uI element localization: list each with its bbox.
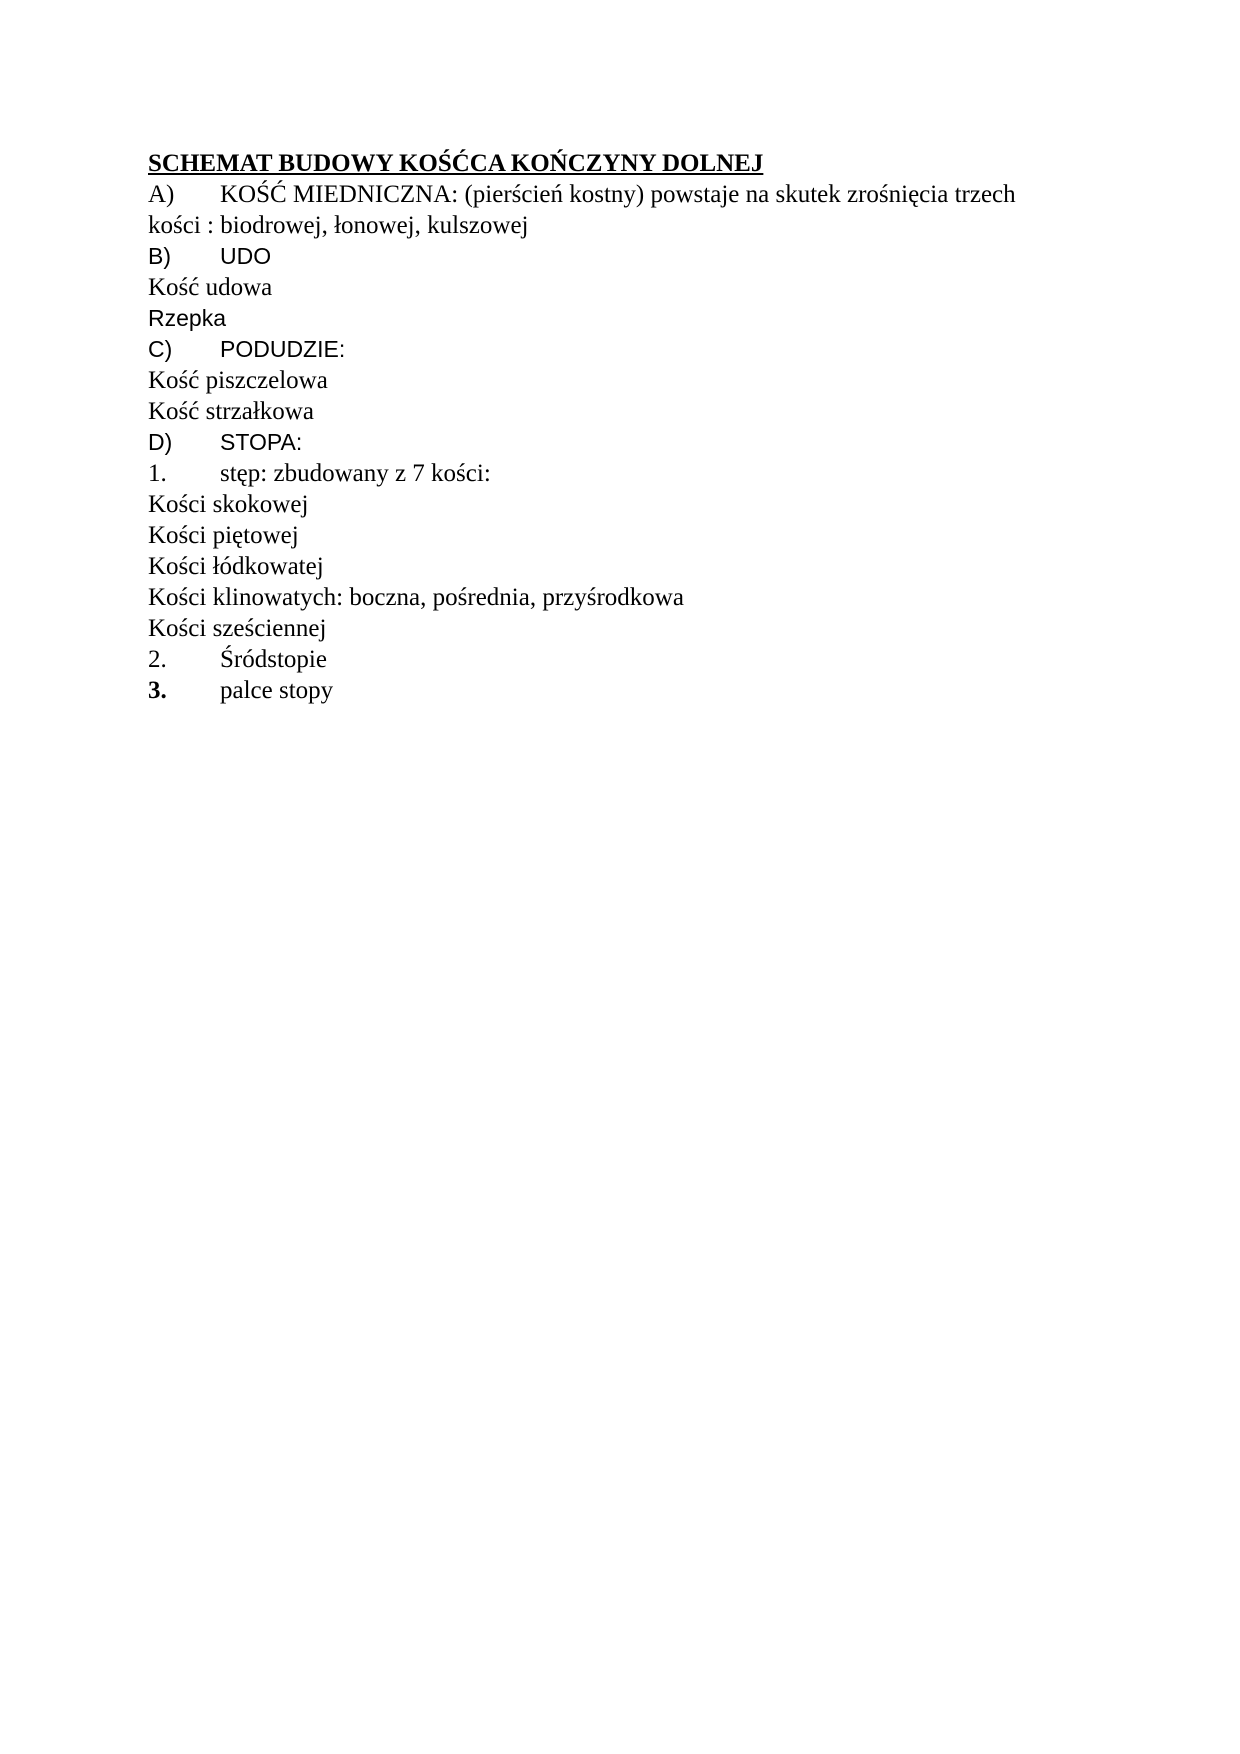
subsection-2-heading — [148, 644, 1108, 675]
section-a-marker: A) — [148, 181, 175, 208]
subsection-1-item: Kości sześciennej — [148, 615, 327, 642]
subsection-1-marker: 1. — [148, 460, 167, 487]
subsection-1-item: Kości piętowej — [148, 522, 299, 549]
section-a-continuation: kości : biodrowej, łonowej, kulszowej — [148, 212, 529, 239]
section-c-marker: C) — [148, 336, 173, 362]
section-d-marker: D) — [148, 429, 173, 455]
subsection-2-text: Śródstopie — [220, 646, 327, 673]
subsection-1-item: Kości klinowatych: boczna, pośrednia, przyśrodkowa — [148, 584, 684, 611]
section-c-item: Kość piszczelowa — [148, 367, 328, 394]
document-title: SCHEMAT BUDOWY KOŚĆCA KOŃCZYNY DOLNEJ — [148, 150, 764, 177]
section-c-item: Kość strzałkowa — [148, 398, 314, 425]
section-b-heading — [148, 241, 1108, 272]
subsection-1-item: Kości łódkowatej — [148, 553, 324, 580]
section-b-marker: B) — [148, 243, 171, 269]
section-b-text: UDO — [220, 243, 272, 269]
subsection-3-text: palce stopy — [220, 677, 334, 704]
subsection-2-marker: 2. — [148, 646, 167, 673]
section-a-heading — [148, 179, 1108, 210]
section-c-heading — [148, 334, 1108, 365]
section-d-heading — [148, 427, 1108, 458]
subsection-1-heading — [148, 458, 1108, 489]
subsection-3-marker: 3. — [148, 677, 167, 704]
section-a-text: KOŚĆ MIEDNICZNA: (pierścień kostny) powstaje na skutek zrośnięcia trzech — [220, 181, 1016, 208]
section-c-text: PODUDZIE: — [220, 336, 346, 362]
subsection-1-text: stęp: zbudowany z 7 kości: — [220, 460, 491, 487]
subsection-3-heading — [148, 675, 1108, 706]
section-b-item: Rzepka — [148, 305, 226, 331]
section-d-text: STOPA: — [220, 429, 303, 455]
section-b-item: Kość udowa — [148, 274, 273, 301]
document-content — [148, 148, 1108, 706]
subsection-1-item: Kości skokowej — [148, 491, 309, 518]
